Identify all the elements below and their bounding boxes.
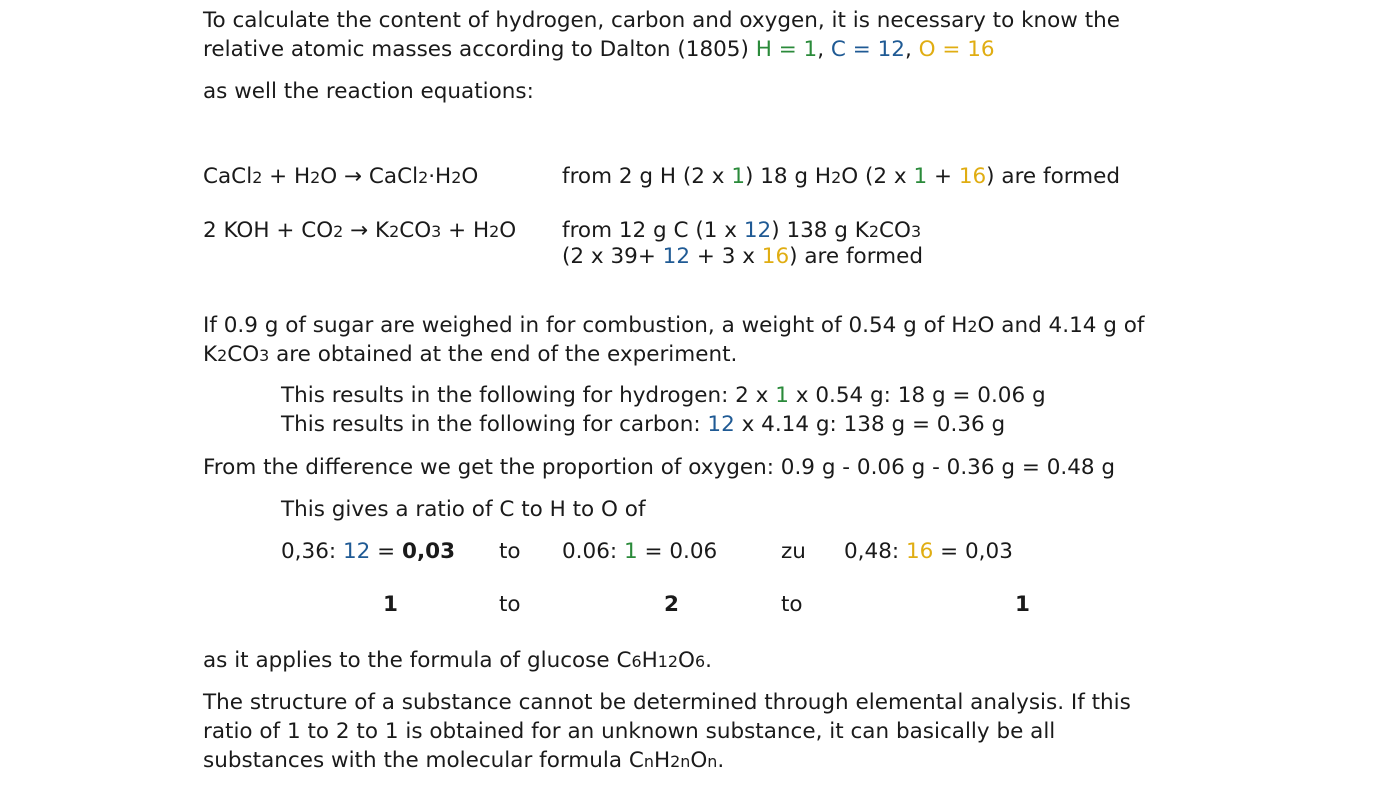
reaction-2-description-cont: [562, 246, 923, 268]
intro-line-2-text: relative atomic masses according to Dalton (1805): [203, 37, 756, 62]
text: CO: [227, 342, 260, 367]
subscript: 6: [694, 652, 706, 671]
separator: ,: [904, 37, 919, 62]
text: O and 4.14 g of: [977, 313, 1145, 338]
text: .: [705, 648, 712, 673]
ratio-carbon: [281, 541, 455, 563]
desc-text: +: [927, 164, 959, 189]
carbon-mass: C = 12: [830, 37, 905, 62]
eq-text: O: [461, 164, 479, 189]
text: 0,36:: [281, 539, 343, 564]
ratio-to-1: to: [499, 539, 521, 564]
text: x 4.14 g: 138 g = 0.36 g: [734, 412, 1006, 437]
desc-text: O (2 x: [841, 164, 914, 189]
text: =: [370, 539, 402, 564]
reaction-2-equation: [203, 220, 516, 242]
text: O: [690, 748, 708, 773]
hydrogen-mass: H = 1: [755, 37, 818, 62]
carbon-calculation: [281, 414, 1005, 436]
result-to-1: to: [499, 592, 521, 617]
text: This results in the following for carbon:: [281, 412, 708, 437]
text: H: [653, 748, 671, 773]
subscript: 2: [389, 222, 400, 241]
subscript: 2n: [670, 752, 691, 771]
text: This results in the following for hydrogen: 2 x: [281, 383, 776, 408]
intro-line-3: as well the reaction equations:: [203, 79, 534, 104]
subscript: 12: [657, 652, 679, 671]
conclusion-line-3: [203, 750, 724, 772]
result-carbon: 1: [383, 592, 398, 617]
eq-text: O → CaCl: [320, 164, 419, 189]
carbon-mass: 12: [662, 244, 691, 269]
text: .: [717, 748, 725, 773]
text: = 0,03: [933, 539, 1013, 564]
sugar-line-1: [203, 315, 1144, 337]
desc-text: ) 18 g H: [745, 164, 832, 189]
subscript: 2: [967, 317, 978, 336]
eq-text: O: [499, 218, 517, 243]
text: K: [203, 342, 218, 367]
text: are obtained at the end of the experiment.: [269, 342, 738, 367]
oxygen-difference-line: From the difference we get the proportion of oxygen: 0.9 g - 0.06 g - 0.36 g = 0.48 g: [203, 455, 1116, 480]
text: H: [641, 648, 658, 673]
text: = 0.06: [637, 539, 718, 564]
eq-text: H: [435, 164, 452, 189]
ratio-oxygen: [844, 541, 1013, 563]
desc-text: + 3 x: [690, 244, 762, 269]
subscript: 2: [451, 168, 462, 187]
desc-text: (2 x 39+: [562, 244, 663, 269]
subscript: n: [707, 752, 718, 771]
oxygen-mass: 16: [905, 539, 934, 564]
text: If 0.9 g of sugar are weighed in for combustion, a weight of 0.54 g of H: [203, 313, 968, 338]
sugar-line-2: [203, 344, 737, 366]
oxygen-mass: 16: [761, 244, 790, 269]
subscript: 3: [431, 222, 442, 241]
eq-text: 2 KOH + CO: [203, 218, 334, 243]
conclusion-line-2: ratio of 1 to 2 to 1 is obtained for an unknown substance, it can basically be all: [203, 719, 1056, 744]
result-oxygen: 1: [1015, 592, 1030, 617]
desc-text: ) 138 g K: [771, 218, 869, 243]
result-to-2: to: [781, 592, 803, 617]
oxygen-mass: 16: [958, 164, 987, 189]
hydrogen-mass: 1: [913, 164, 928, 189]
desc-text: CO: [879, 218, 911, 243]
subscript: 6: [631, 652, 642, 671]
ratio-hydrogen: [562, 541, 717, 563]
desc-text: from 12 g C (1 x: [562, 218, 744, 243]
subscript: 2: [310, 168, 321, 187]
text: 0.06:: [562, 539, 624, 564]
oxygen-mass: O = 16: [918, 37, 995, 62]
hydrogen-mass: 1: [731, 164, 746, 189]
subscript: 2: [489, 222, 500, 241]
carbon-ratio-result: 0,03: [402, 539, 456, 564]
text: substances with the molecular formula C: [203, 748, 644, 773]
hydrogen-calculation: [281, 385, 1046, 407]
reaction-1-equation: [203, 166, 478, 188]
eq-text: CO: [399, 218, 432, 243]
result-hydrogen: 2: [664, 592, 679, 617]
intro-line-2: [203, 39, 995, 61]
desc-text: from 2 g H (2 x: [562, 164, 732, 189]
subscript: 2: [418, 168, 429, 187]
subscript: 2: [333, 222, 344, 241]
desc-text: ) are formed: [986, 164, 1121, 189]
text: x 0.54 g: 18 g = 0.06 g: [788, 383, 1046, 408]
conclusion-line-1: The structure of a substance cannot be determined through elemental analysis. If this: [203, 690, 1131, 715]
subscript: 2: [252, 168, 263, 187]
hydrogen-mass: 1: [775, 383, 789, 408]
desc-text: ) are formed: [789, 244, 923, 269]
eq-text: → K: [343, 218, 390, 243]
separator: ,: [817, 37, 831, 62]
carbon-mass: 12: [743, 218, 772, 243]
hydrogen-mass: 1: [623, 539, 638, 564]
eq-text: CaCl: [203, 164, 253, 189]
carbon-mass: 12: [707, 412, 735, 437]
reaction-1-description: [562, 166, 1120, 188]
dot: ·: [428, 164, 436, 189]
eq-text: + H: [441, 218, 490, 243]
subscript: 2: [868, 222, 880, 241]
text: 0,48:: [844, 539, 906, 564]
subscript: 2: [831, 168, 842, 187]
subscript: 2: [217, 346, 228, 365]
subscript: 3: [259, 346, 270, 365]
text: as it applies to the formula of glucose C: [203, 648, 632, 673]
reaction-2-description: [562, 220, 921, 242]
subscript: 3: [910, 222, 922, 241]
text: O: [678, 648, 695, 673]
ratio-intro: This gives a ratio of C to H to O of: [281, 497, 646, 522]
ratio-zu: zu: [781, 539, 806, 564]
carbon-mass: 12: [342, 539, 371, 564]
intro-line-1: To calculate the content of hydrogen, carbon and oxygen, it is necessary to know the: [203, 8, 1121, 33]
eq-text: + H: [262, 164, 311, 189]
subscript: n: [643, 752, 654, 771]
glucose-line: [203, 650, 712, 672]
